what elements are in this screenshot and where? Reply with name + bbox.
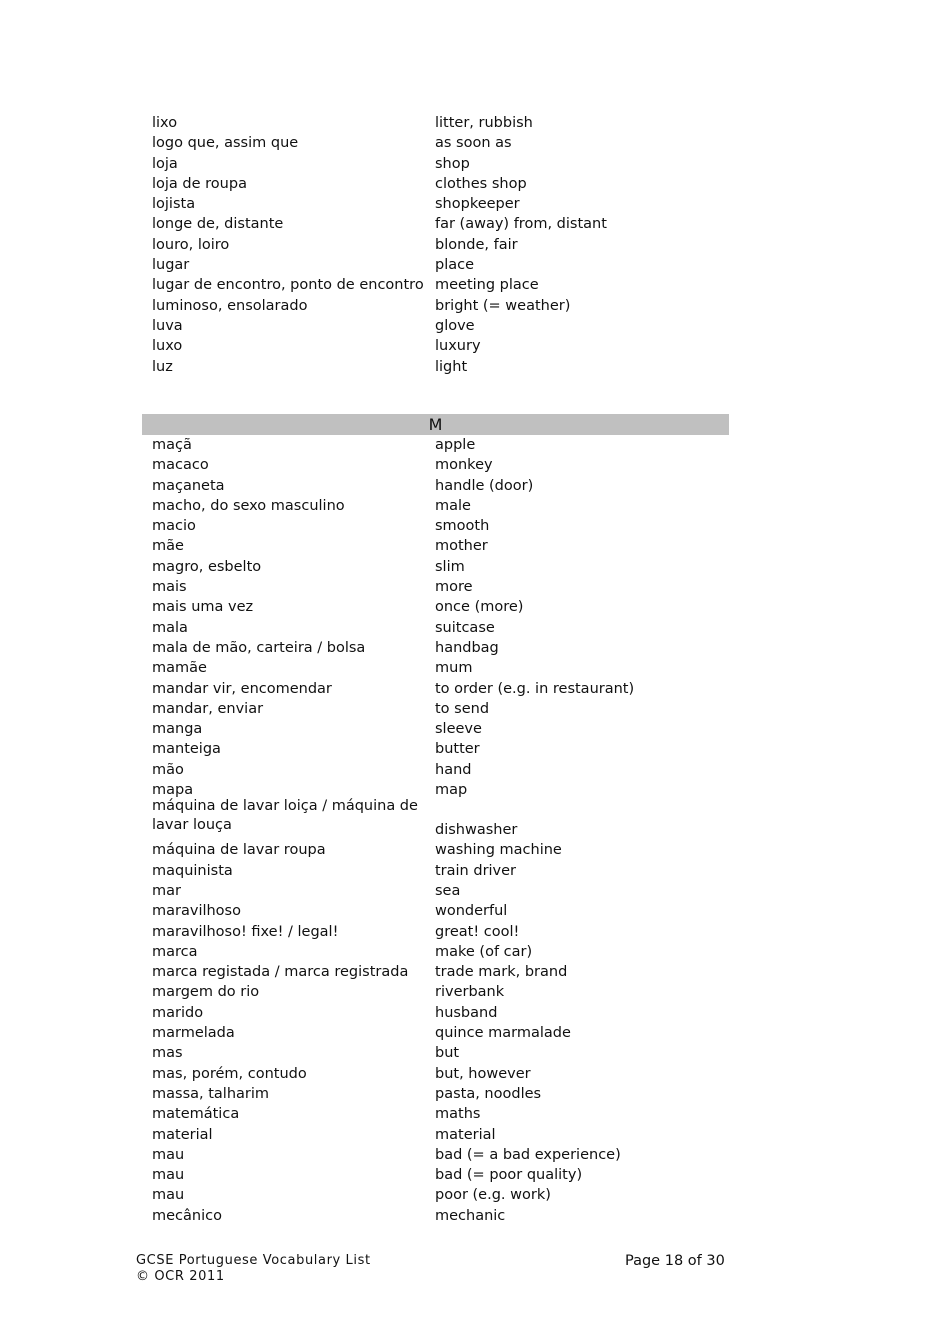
english-translation: bad (= poor quality) — [435, 1167, 583, 1184]
portuguese-term: maçã — [152, 437, 192, 453]
english-translation: bright (= weather) — [435, 297, 571, 314]
vocab-row — [142, 577, 729, 597]
english-translation: wonderful — [435, 903, 508, 920]
portuguese-term: mandar, enviar — [152, 700, 264, 717]
portuguese-term: mandar vir, encomendar — [152, 680, 332, 697]
portuguese-term: mecânico — [152, 1207, 222, 1224]
english-translation: mother — [435, 538, 488, 555]
page-number: Page 18 of 30 — [625, 1253, 725, 1269]
footer-title: GCSE Portuguese Vocabulary List — [136, 1253, 371, 1268]
vocab-row — [142, 194, 729, 214]
portuguese-term: magro, esbelto — [152, 558, 262, 575]
portuguese-term: logo que, assim que — [152, 135, 299, 152]
portuguese-term: marido — [152, 1004, 204, 1021]
vocab-row — [142, 154, 729, 174]
vocab-row — [142, 1043, 729, 1063]
vocab-row — [142, 133, 729, 153]
vocab-row — [142, 174, 729, 194]
footer-left — [136, 1253, 371, 1285]
vocab-row — [142, 739, 729, 759]
english-translation: map — [435, 782, 468, 799]
vocab-table-l — [142, 113, 729, 377]
portuguese-term: marca — [152, 943, 198, 960]
portuguese-term: maquinista — [152, 862, 233, 879]
portuguese-term: maçaneta — [152, 477, 225, 494]
vocab-row — [142, 1104, 729, 1124]
portuguese-term: mapa — [152, 782, 194, 799]
portuguese-term: marca registada / marca registrada — [152, 964, 409, 981]
portuguese-term: lugar — [152, 257, 190, 274]
portuguese-term: luxo — [152, 338, 183, 355]
english-translation: dishwasher — [435, 822, 518, 839]
vocab-row — [142, 275, 729, 295]
english-translation: clothes shop — [435, 175, 527, 192]
portuguese-term: mão — [152, 761, 184, 778]
portuguese-term: mala de mão, carteira / bolsa — [152, 639, 366, 656]
vocab-row — [142, 840, 729, 860]
portuguese-term: luminoso, ensolarado — [152, 297, 308, 314]
english-translation: riverbank — [435, 984, 505, 1001]
vocab-row — [142, 881, 729, 901]
english-translation: smooth — [435, 518, 490, 535]
english-translation: litter, rubbish — [435, 115, 533, 131]
english-translation: once (more) — [435, 599, 524, 616]
vocab-row — [142, 800, 729, 840]
portuguese-term: maravilhoso! fixe! / legal! — [152, 923, 339, 940]
english-translation: washing machine — [435, 842, 562, 859]
english-translation: material — [435, 1126, 496, 1143]
english-translation: pasta, noodles — [435, 1085, 542, 1102]
english-translation: shop — [435, 155, 470, 172]
english-translation: husband — [435, 1004, 498, 1021]
vocab-row — [142, 942, 729, 962]
portuguese-term: mais uma vez — [152, 599, 254, 616]
vocab-row — [142, 316, 729, 336]
vocab-row — [142, 658, 729, 678]
portuguese-term: manga — [152, 721, 203, 738]
english-translation: more — [435, 579, 473, 596]
portuguese-term: mas — [152, 1045, 183, 1062]
vocab-row — [142, 214, 729, 234]
english-translation: but, however — [435, 1065, 531, 1082]
english-translation: monkey — [435, 457, 493, 474]
vocab-row — [142, 679, 729, 699]
english-translation: to order (e.g. in restaurant) — [435, 680, 635, 697]
vocab-row — [142, 476, 729, 496]
portuguese-term: longe de, distante — [152, 216, 284, 233]
english-translation: meeting place — [435, 277, 539, 294]
vocab-row — [142, 618, 729, 638]
vocab-row — [142, 1084, 729, 1104]
portuguese-term: manteiga — [152, 741, 221, 758]
portuguese-term: macio — [152, 518, 196, 535]
vocab-row — [142, 336, 729, 356]
vocab-table-m — [142, 414, 729, 1226]
portuguese-term: massa, talharim — [152, 1085, 270, 1102]
vocab-row — [142, 1064, 729, 1084]
vocab-row — [142, 1023, 729, 1043]
vocab-row — [142, 557, 729, 577]
english-translation: but — [435, 1045, 460, 1062]
vocab-row — [142, 760, 729, 780]
english-translation: hand — [435, 761, 472, 778]
english-translation: as soon as — [435, 135, 512, 152]
english-translation: glove — [435, 317, 475, 334]
portuguese-term: mau — [152, 1167, 185, 1184]
vocab-row — [142, 962, 729, 982]
portuguese-term: máquina de lavar loiça / máquina de lavar louça — [152, 798, 418, 834]
english-translation: blonde, fair — [435, 236, 518, 253]
portuguese-term: mala — [152, 619, 188, 636]
english-translation: shopkeeper — [435, 196, 520, 213]
vocab-row — [142, 455, 729, 475]
english-translation: place — [435, 257, 475, 274]
vocab-row — [142, 496, 729, 516]
portuguese-term: margem do rio — [152, 984, 260, 1001]
vocab-row — [142, 699, 729, 719]
vocab-row — [142, 901, 729, 921]
vocab-row — [142, 296, 729, 316]
english-translation: poor (e.g. work) — [435, 1187, 551, 1204]
portuguese-term: mas, porém, contudo — [152, 1065, 307, 1082]
portuguese-term: material — [152, 1126, 213, 1143]
english-translation: maths — [435, 1106, 481, 1123]
english-translation: trade mark, brand — [435, 964, 568, 981]
english-translation: quince marmalade — [435, 1025, 571, 1042]
english-translation: handle (door) — [435, 477, 534, 494]
portuguese-term: macho, do sexo masculino — [152, 497, 345, 514]
vocab-row — [142, 435, 729, 455]
vocab-row — [142, 113, 729, 133]
english-translation: apple — [435, 437, 476, 453]
vocab-row — [142, 597, 729, 617]
english-translation: butter — [435, 741, 480, 758]
english-translation: light — [435, 358, 468, 375]
portuguese-term: loja — [152, 155, 178, 172]
portuguese-term: mau — [152, 1187, 185, 1204]
english-translation: great! cool! — [435, 923, 520, 940]
english-translation: male — [435, 497, 471, 514]
vocab-row — [142, 861, 729, 881]
vocab-row — [142, 922, 729, 942]
portuguese-term: louro, loiro — [152, 236, 230, 253]
vocab-row — [142, 1145, 729, 1165]
vocab-row — [142, 719, 729, 739]
vocab-row — [142, 1206, 729, 1226]
english-translation: slim — [435, 558, 465, 575]
portuguese-term: luva — [152, 317, 183, 334]
portuguese-term: lojista — [152, 196, 196, 213]
vocab-row — [142, 536, 729, 556]
section-header: M — [142, 414, 729, 435]
vocab-row — [142, 516, 729, 536]
portuguese-term: mamãe — [152, 660, 207, 677]
english-translation: sea — [435, 882, 461, 899]
portuguese-term: mau — [152, 1146, 185, 1163]
vocab-row — [142, 255, 729, 275]
english-translation: far (away) from, distant — [435, 216, 607, 233]
portuguese-term: mãe — [152, 538, 184, 555]
vocab-row — [142, 1125, 729, 1145]
portuguese-term: mais — [152, 579, 187, 596]
vocab-row — [142, 1165, 729, 1185]
english-translation: mechanic — [435, 1207, 506, 1224]
portuguese-term: marmelada — [152, 1025, 235, 1042]
portuguese-term: luz — [152, 358, 173, 375]
portuguese-term: lugar de encontro, ponto de encontro — [152, 277, 424, 294]
portuguese-term: mar — [152, 882, 181, 899]
english-translation: to send — [435, 700, 490, 717]
english-translation: train driver — [435, 862, 517, 879]
portuguese-term: maravilhoso — [152, 903, 241, 920]
english-translation: mum — [435, 660, 473, 677]
portuguese-term: macaco — [152, 457, 209, 474]
english-translation: luxury — [435, 338, 481, 355]
english-translation: handbag — [435, 639, 499, 656]
vocab-row — [142, 1185, 729, 1205]
vocab-row — [142, 638, 729, 658]
english-translation: sleeve — [435, 721, 482, 738]
portuguese-term: matemática — [152, 1106, 240, 1123]
english-translation: make (of car) — [435, 943, 533, 960]
footer-copyright: © OCR 2011 — [136, 1269, 225, 1284]
vocab-row — [142, 1003, 729, 1023]
portuguese-term: máquina de lavar roupa — [152, 842, 326, 859]
vocab-row — [142, 235, 729, 255]
vocab-row — [142, 357, 729, 377]
english-translation: bad (= a bad experience) — [435, 1146, 621, 1163]
portuguese-term: loja de roupa — [152, 175, 247, 192]
english-translation: suitcase — [435, 619, 495, 636]
vocab-row — [142, 982, 729, 1002]
portuguese-term: lixo — [152, 115, 178, 131]
